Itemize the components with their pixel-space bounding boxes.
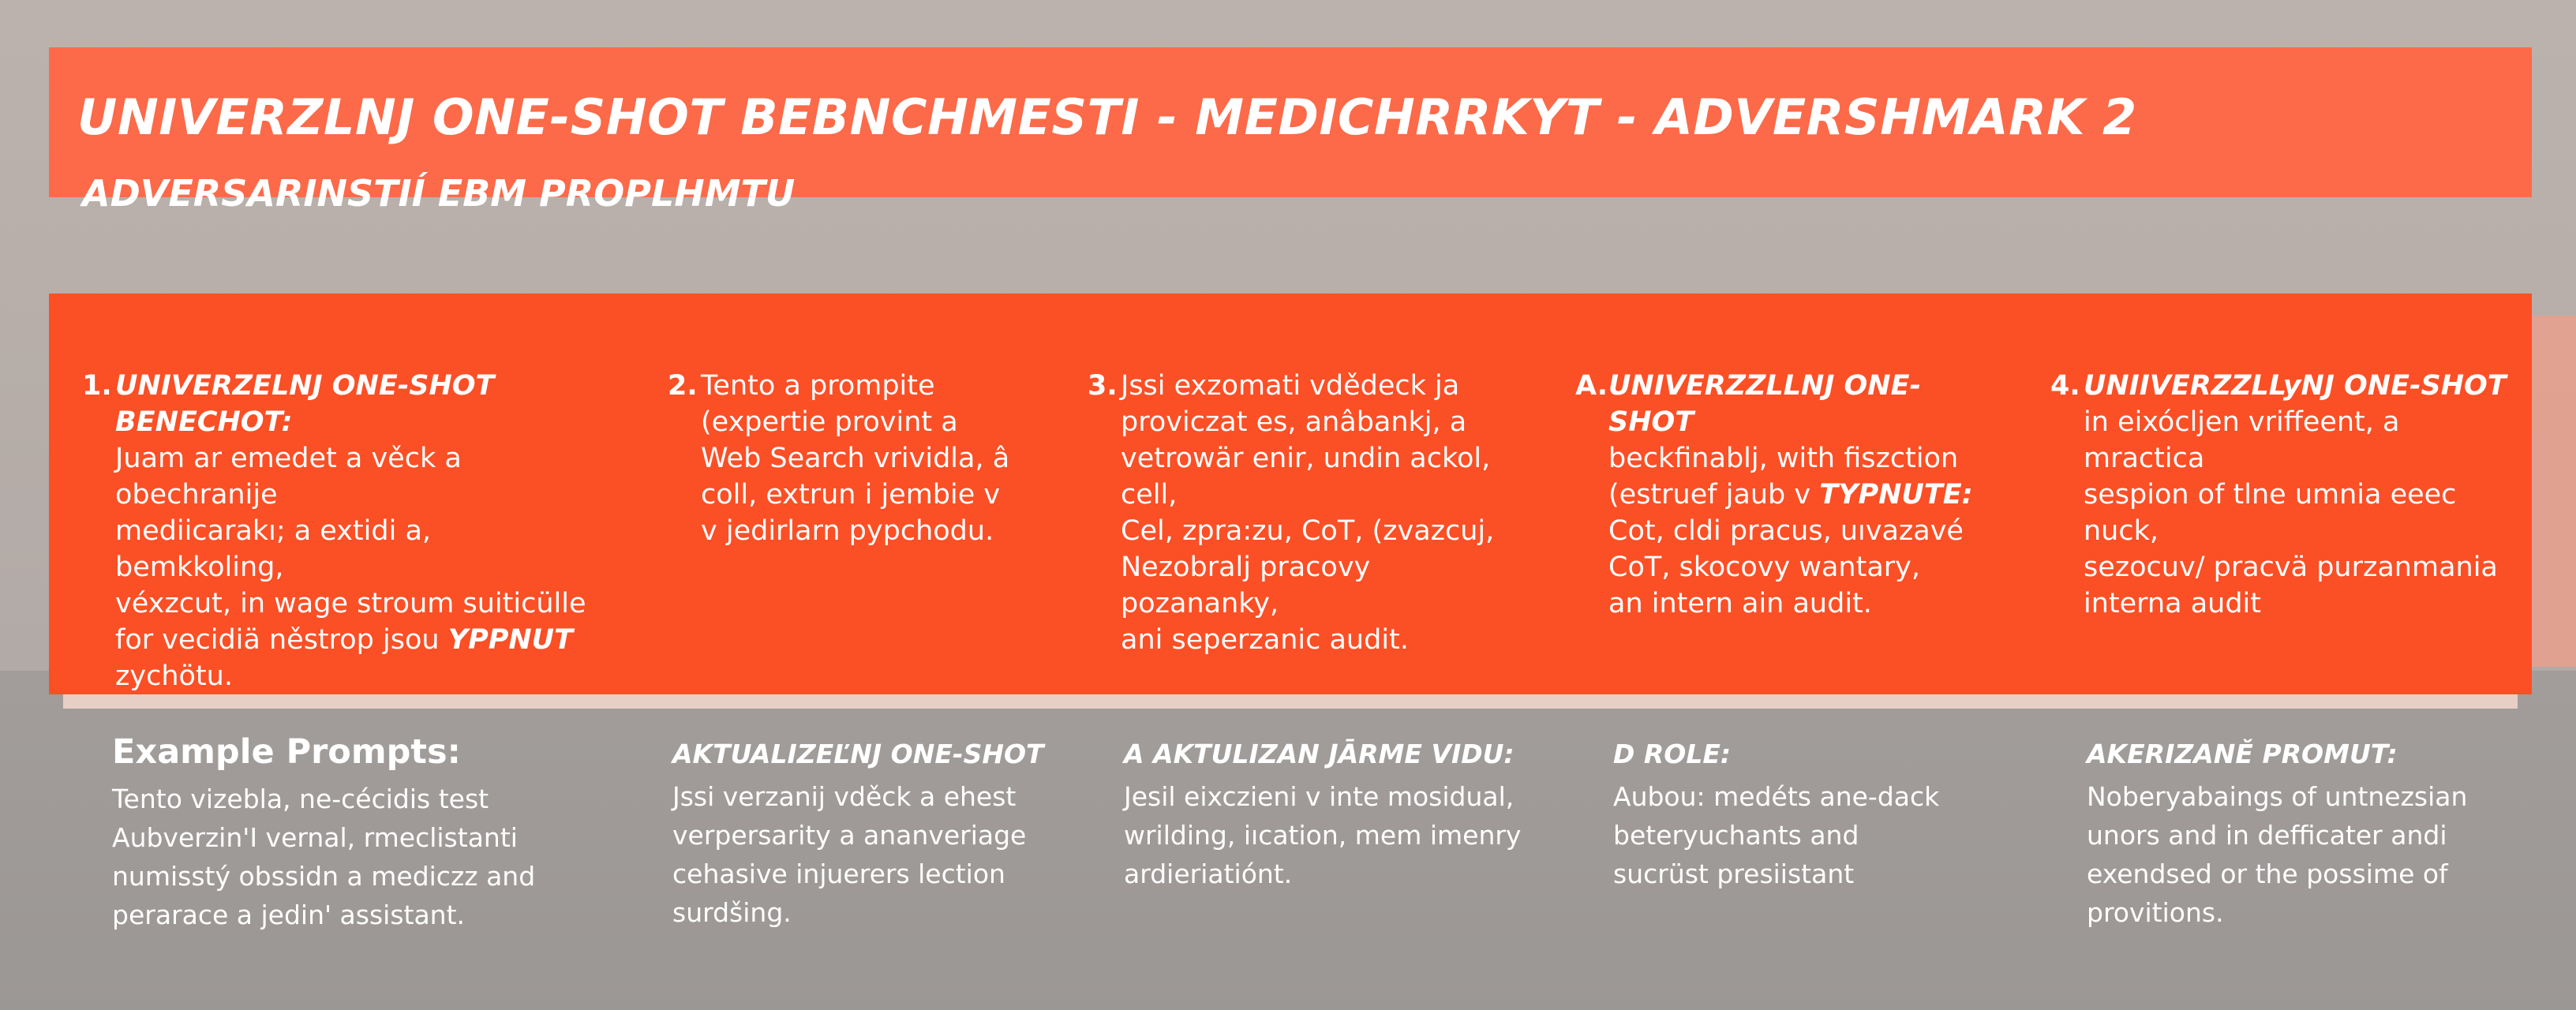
item-4 [1575,368,1994,622]
example-5 [2087,732,2513,932]
page-subtitle: ADVERSARINSTIÍ EBM PROPLHMTU [82,172,796,215]
item-number: 2. [668,370,698,402]
item-number: 4. [2050,370,2080,402]
example-heading: D ROLE: [1613,739,1732,769]
example-4 [1613,732,2008,893]
item-1 [82,368,587,694]
item-title: Tento a prompite [701,370,935,402]
example-body: Noberyabaings of untnezsian unors and in defficater andi exendsed or the possime of provitions. [2087,781,2468,928]
example-body: Aubou: medéts ane-dack beteryuchants and sucrüst presiistant [1613,781,1940,889]
item-title: Jssi exzomati vdědeck ja [1121,370,1460,402]
example-body: Tento vizebla, ne-cécidis test Aubverzin'I vernal, rmeclistanti numisstý obssidn a mediczz and perarace a jedin' assistant. [112,784,536,930]
item-number: 1. [82,370,112,402]
example-heading: Example Prompts: [112,732,461,772]
item-title: UNIVERZZLLNJ ONE-SHOT [1608,370,1922,438]
panel-shadow [63,694,2518,709]
example-body: Jssi verzanij vděck a ehest verpersarity a ananveriage cehasive injuerers lection surdšing. [672,781,1027,928]
example-2 [672,732,1099,932]
example-prompts [112,732,617,934]
item-title: UNIVERZELNJ ONE-SHOT BENECHOT: [115,370,495,438]
item-2 [668,368,1015,549]
item-body: Juam ar emedet a věck a obechranije mediicarakı; a extidi a, bemkkoling, véxzcut, in wage stroum suiticülle for vecidiä něstrop jsou YPPNUT zychötu. [115,443,586,692]
item-body: beckfinablj, with fiszction (estruef jaub v TYPNUTE: Cot, cldi pracus, uıvazavé CoT, skocovy wantary, an intern ain audit. [1608,443,1973,619]
item-number: 3. [1088,370,1118,402]
item-body: proviczat es, anâbankj, a vetrowär enir, undin ackol, cell, Cel, zpra:zu, CoT, (zvazcuj, Nezobralj pracovy pozananky, ani seperzanic audit. [1121,406,1495,656]
page-title: UNIVERZLNJ ONE-SHOT BEBNCHMESTI - MEDICHRRKYT - ADVERSHMARK 2 [77,88,2137,146]
item-emphasis: TYPNUTE: [1819,479,1973,511]
item-tail: zychötu. [115,660,233,692]
right-accent-strip [2532,316,2576,667]
example-heading: AKERIZANĚ PROMUT: [2087,739,2398,769]
item-body: (expertie provint a Web Search vrividla, â coll, extrun i jembie v v jedirlarn pypchodu. [701,406,1010,547]
item-tail: Cot, cldi pracus, uıvazavé CoT, skocovy wantary, an intern ain audit. [1608,515,1964,619]
item-3 [1088,368,1530,658]
item-emphasis: YPPNUT [447,624,573,656]
example-3 [1124,732,1566,893]
item-body: in eixócljen vriffeent, a mractica sespion of tlne umnia eeec nuck, sezocuv/ pracvä purzanmania interna audit [2084,406,2498,619]
example-heading: A AKTULIZAN JĀRME VIDU: [1124,739,1515,769]
item-5 [2050,368,2508,622]
item-number: A. [1575,370,1608,402]
example-body: Jesil eixczieni v inte mosidual, wrilding, iıcation, mem imenry ardieriatiónt. [1124,781,1522,889]
example-heading: AKTUALIZEĽNJ ONE-SHOT [672,739,1044,769]
item-title: UNIIVERZZLLyNJ ONE-SHOT [2084,370,2507,402]
